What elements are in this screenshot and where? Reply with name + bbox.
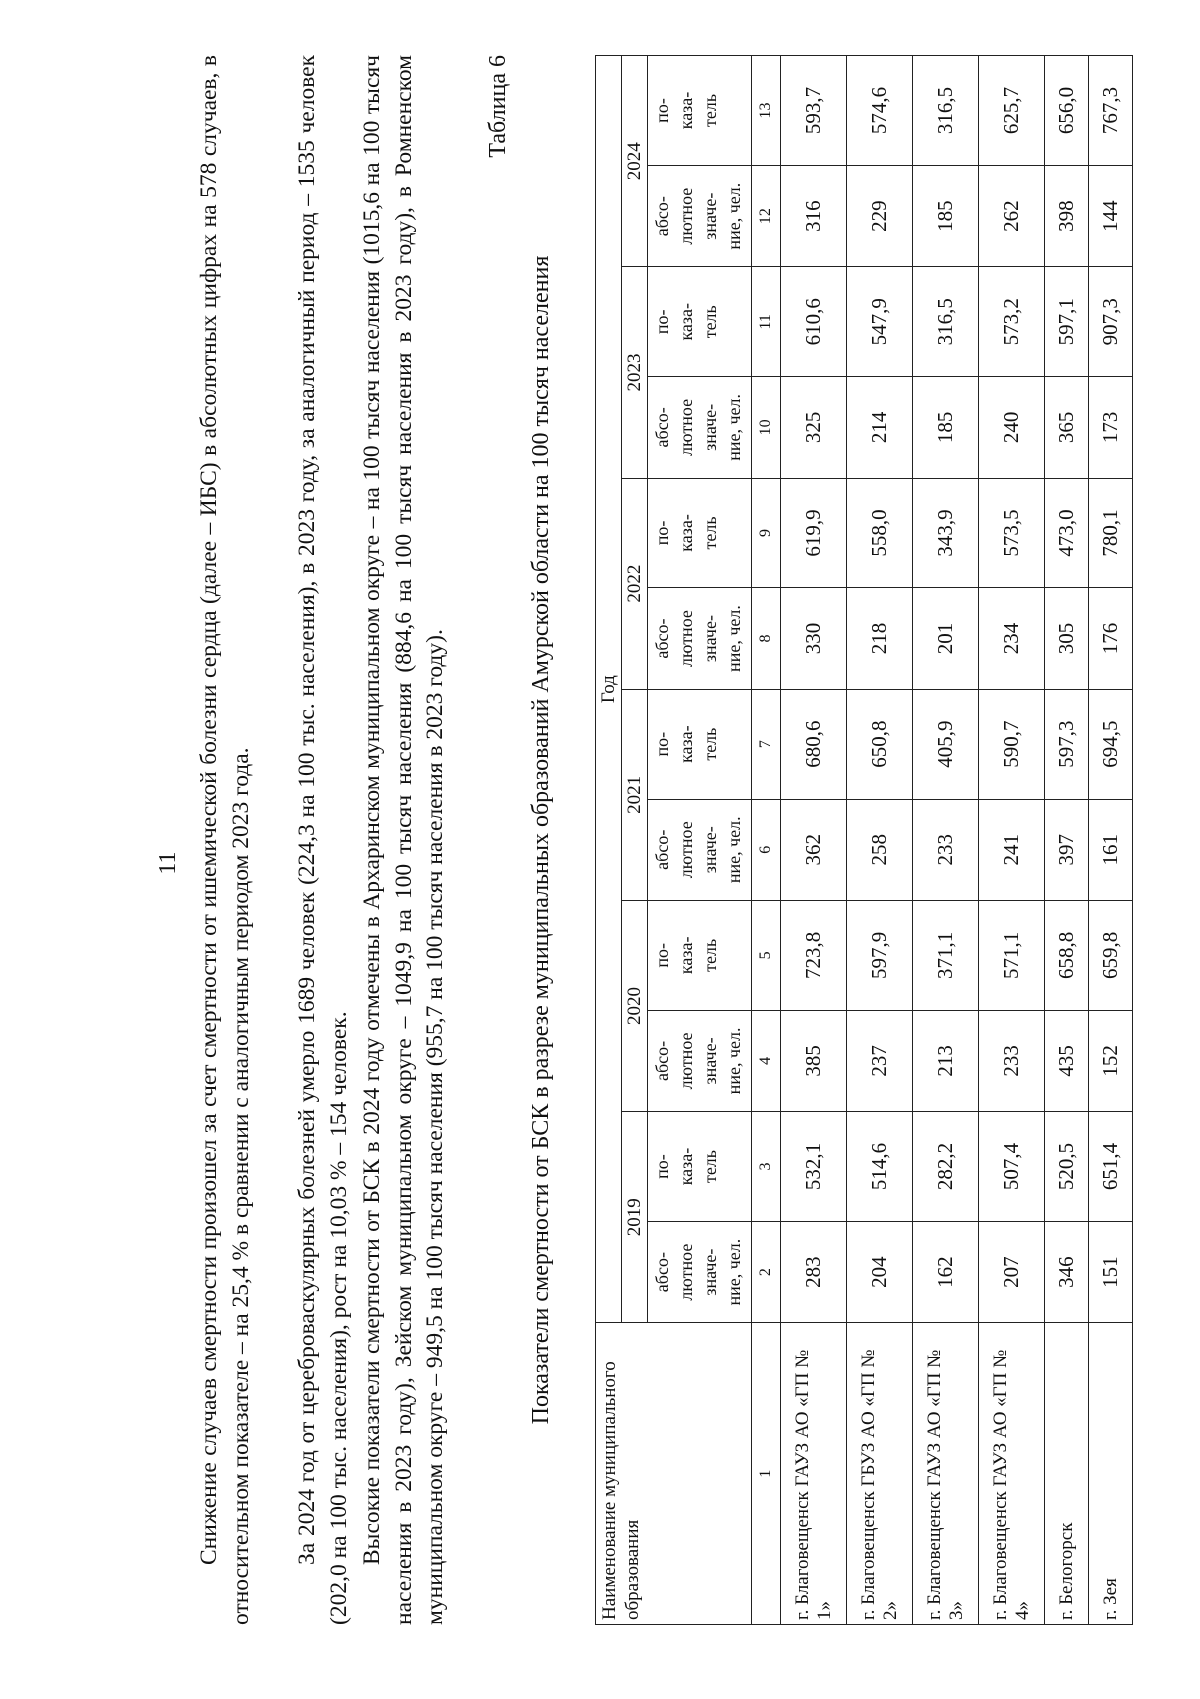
row-value: 240 (979, 377, 1045, 478)
table-row (1089, 56, 1133, 1625)
paragraph-ibs-text: Снижение случаев смертности произошел за счет смертности от ишемической болезни сердца (далее – ИБС) в абсолютных цифрах на 578 случаев, в относительном показателе – на 25,4 % в сравнении с аналогичным периодом 2023 года. (196, 55, 254, 1625)
column-number-7: 7 (752, 689, 781, 799)
row-value: 597,9 (847, 900, 913, 1010)
column-number-4: 4 (752, 1010, 781, 1111)
rotated-page (150, 55, 1160, 1625)
row-value: 656,0 (1045, 56, 1089, 166)
header-absolute-2020: абсо- лютное значе- ние, чел. (648, 1010, 752, 1111)
paragraph-cerebrovascular-text: За 2024 год от цереброваскулярных болезней умерло 1689 человек (224,3 на 100 тыс. населения), в 2023 году, за аналогичный период – 1535 человек (202,0 на 100 тыс. населения), рост на 10,03 % – 154 человек. (294, 55, 352, 1625)
row-value: 405,9 (913, 689, 979, 799)
row-value: 780,1 (1089, 478, 1133, 588)
row-value: 658,8 (1045, 900, 1089, 1010)
row-value: 316,5 (913, 267, 979, 377)
header-absolute-2024: абсо- лютное значе- ние, чел. (648, 165, 752, 266)
row-value: 234 (979, 588, 1045, 689)
row-value: 144 (1089, 165, 1133, 266)
row-value: 619,9 (781, 478, 847, 588)
header-year-2024: 2024 (622, 56, 648, 267)
row-value: 907,3 (1089, 267, 1133, 377)
row-value: 593,7 (781, 56, 847, 166)
page-number: 11 (155, 851, 181, 875)
column-number-11: 11 (752, 267, 781, 377)
column-number-10: 10 (752, 377, 781, 478)
row-value: 767,3 (1089, 56, 1133, 166)
table-row (847, 56, 913, 1625)
row-value: 241 (979, 799, 1045, 900)
row-value: 346 (1045, 1221, 1089, 1322)
paragraph-high-rates (357, 55, 452, 1625)
column-number-5: 5 (752, 900, 781, 1010)
row-value: 233 (979, 1010, 1045, 1111)
row-name: г. Благовещенск ГАУЗ АО «ГП № 1» (781, 1323, 847, 1625)
row-value: 514,6 (847, 1112, 913, 1222)
header-year-2022: 2022 (622, 478, 648, 689)
table-row (979, 56, 1045, 1625)
row-value: 173 (1089, 377, 1133, 478)
row-value: 176 (1089, 588, 1133, 689)
row-name: г. Зея (1089, 1323, 1133, 1625)
row-name: г. Благовещенск ГАУЗ АО «ГП № 3» (913, 1323, 979, 1625)
row-name: г. Благовещенск ГАУЗ АО «ГП № 4» (979, 1323, 1045, 1625)
row-value: 610,6 (781, 267, 847, 377)
row-value: 659,8 (1089, 900, 1133, 1010)
column-number-8: 8 (752, 588, 781, 689)
column-number-1: 1 (752, 1323, 781, 1625)
column-number-13: 13 (752, 56, 781, 166)
row-value: 185 (913, 377, 979, 478)
row-value: 590,7 (979, 689, 1045, 799)
header-rate-2023: по- каза- тель (648, 267, 752, 377)
header-rate-2020: по- каза- тель (648, 900, 752, 1010)
table-number: Таблица 6 (485, 55, 511, 158)
row-name: г. Белогорск (1045, 1323, 1089, 1625)
row-value: 574,6 (847, 56, 913, 166)
row-value: 283 (781, 1221, 847, 1322)
table-body (781, 56, 1133, 1625)
row-value: 597,1 (1045, 267, 1089, 377)
row-value: 597,3 (1045, 689, 1089, 799)
row-value: 258 (847, 799, 913, 900)
table-row (1045, 56, 1089, 1625)
column-number-3: 3 (752, 1112, 781, 1222)
row-value: 365 (1045, 377, 1089, 478)
row-value: 237 (847, 1010, 913, 1111)
row-value: 325 (781, 377, 847, 478)
column-number-2: 2 (752, 1221, 781, 1322)
row-value: 694,5 (1089, 689, 1133, 799)
table-row (781, 56, 847, 1625)
row-value: 558,0 (847, 478, 913, 588)
row-value: 547,9 (847, 267, 913, 377)
row-value: 162 (913, 1221, 979, 1322)
row-value: 520,5 (1045, 1112, 1089, 1222)
row-value: 680,6 (781, 689, 847, 799)
row-value: 723,8 (781, 900, 847, 1010)
row-value: 532,1 (781, 1112, 847, 1222)
row-value: 371,1 (913, 900, 979, 1010)
row-value: 316 (781, 165, 847, 266)
table-title: Показатели смертности от БСК в разрезе муниципальных образований Амурской области на 100 тысяч населения (528, 255, 554, 1425)
header-year-group: Год (596, 56, 622, 1323)
row-value: 151 (1089, 1221, 1133, 1322)
row-value: 213 (913, 1010, 979, 1111)
row-value: 316,5 (913, 56, 979, 166)
row-value: 650,8 (847, 689, 913, 799)
table-row (913, 56, 979, 1625)
header-rate-2022: по- каза- тель (648, 478, 752, 588)
header-rate-2019: по- каза- тель (648, 1112, 752, 1222)
row-value: 507,4 (979, 1112, 1045, 1222)
row-value: 152 (1089, 1010, 1133, 1111)
header-year-2019: 2019 (622, 1112, 648, 1323)
column-number-12: 12 (752, 165, 781, 266)
header-rate-2021: по- каза- тель (648, 689, 752, 799)
row-value: 282,2 (913, 1112, 979, 1222)
column-number-6: 6 (752, 799, 781, 900)
paragraph-ibs (194, 55, 257, 1625)
row-value: 201 (913, 588, 979, 689)
header-absolute-2023: абсо- лютное значе- ние, чел. (648, 377, 752, 478)
row-value: 330 (781, 588, 847, 689)
row-value: 161 (1089, 799, 1133, 900)
paragraph-high-rates-text: Высокие показатели смертности от БСК в 2024 году отмечены в Архаринском муниципальном округе – на 100 тысяч населения (1015,6 на 100 тысяч населения в 2023 году), Зейском муниципальном округе – 1049,9 на 100 тысяч населения (884,6 на 100 тысяч населения в 2023 году), в Ромненском муниципальном округе – 949,5 на 100 тысяч населения (955,7 на 100 тысяч населения в 2023 году). (359, 55, 448, 1625)
row-value: 185 (913, 165, 979, 266)
row-value: 218 (847, 588, 913, 689)
row-value: 571,1 (979, 900, 1045, 1010)
row-value: 398 (1045, 165, 1089, 266)
header-year-2021: 2021 (622, 689, 648, 900)
row-value: 214 (847, 377, 913, 478)
row-value: 435 (1045, 1010, 1089, 1111)
header-absolute-2021: абсо- лютное значе- ние, чел. (648, 799, 752, 900)
row-value: 362 (781, 799, 847, 900)
header-name-column: Наименование муниципального образования (596, 1323, 752, 1625)
row-value: 473,0 (1045, 478, 1089, 588)
mortality-table (595, 55, 1133, 1625)
paragraph-cerebrovascular (292, 55, 355, 1625)
row-value: 229 (847, 165, 913, 266)
row-value: 305 (1045, 588, 1089, 689)
row-value: 207 (979, 1221, 1045, 1322)
row-value: 573,5 (979, 478, 1045, 588)
row-value: 204 (847, 1221, 913, 1322)
header-row-column-numbers (752, 56, 781, 1625)
row-value: 343,9 (913, 478, 979, 588)
header-year-2023: 2023 (622, 267, 648, 478)
header-year-2020: 2020 (622, 900, 648, 1111)
row-value: 385 (781, 1010, 847, 1111)
header-rate-2024: по- каза- тель (648, 56, 752, 166)
row-value: 262 (979, 165, 1045, 266)
row-value: 397 (1045, 799, 1089, 900)
row-value: 233 (913, 799, 979, 900)
row-value: 625,7 (979, 56, 1045, 166)
row-name: г. Благовещенск ГБУЗ АО «ГП № 2» (847, 1323, 913, 1625)
row-value: 651,4 (1089, 1112, 1133, 1222)
row-value: 573,2 (979, 267, 1045, 377)
header-row-group (596, 56, 622, 1625)
header-absolute-2019: абсо- лютное значе- ние, чел. (648, 1221, 752, 1322)
header-absolute-2022: абсо- лютное значе- ние, чел. (648, 588, 752, 689)
column-number-9: 9 (752, 478, 781, 588)
